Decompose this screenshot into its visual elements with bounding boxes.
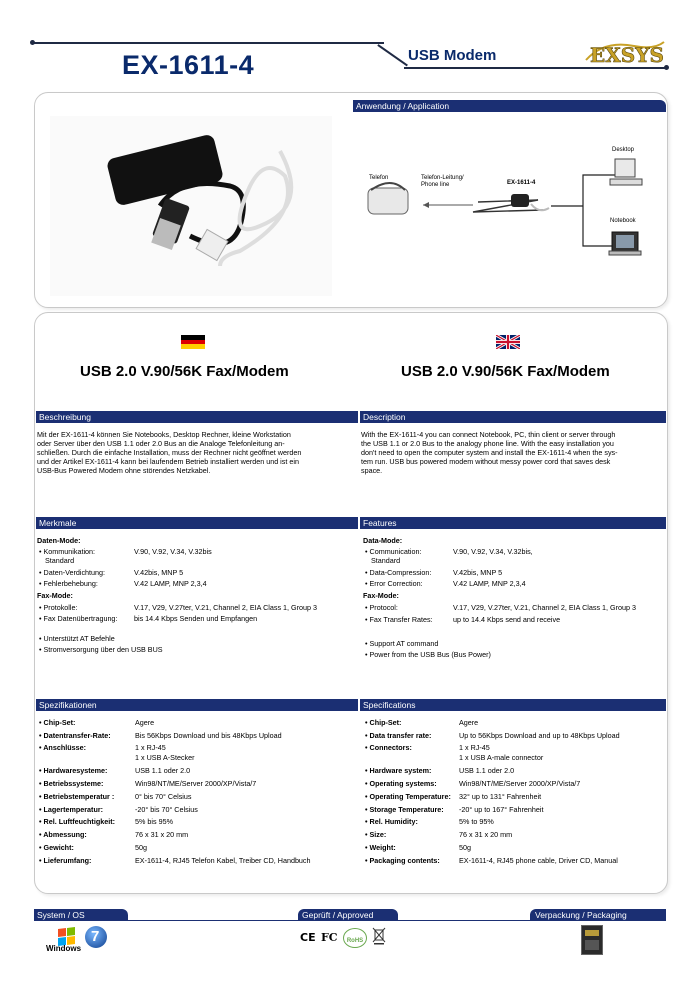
merkmale-bar: Merkmale: [36, 517, 358, 529]
windows-label: Windows: [46, 944, 82, 953]
system-os-bar: System / OS: [34, 909, 128, 921]
packaging-bar: Verpackung / Packaging: [530, 909, 666, 921]
features-bar: Features: [360, 517, 666, 529]
weee-bin-icon: [372, 927, 386, 945]
ce-mark-icon: CE: [300, 931, 316, 944]
rohs-mark-icon: RoHS: [343, 928, 367, 948]
header-line-diag: [378, 44, 408, 66]
label-notebook: Notebook: [610, 218, 636, 224]
windows-logo-icon: [46, 926, 80, 954]
header-line-top: [34, 42, 384, 44]
description-bar: Description: [360, 411, 666, 423]
product-subtitle: USB Modem: [408, 47, 497, 64]
windows7-logo-icon: 7: [85, 926, 107, 948]
beschreibung-bar: Beschreibung: [36, 411, 358, 423]
model-title: EX-1611-4: [122, 50, 255, 80]
features-list: Data-Mode: • Communication: V.90, V.92, V.34, V.32bis, Standard • Data-Compression: V.42bis, MNP 5 • Error Correction: V.42 LAMP, MNP 2,3,4 Fax-Mode: • Protocol: V.17, V29, V.27ter, V.21, Channel 2, EIA Class 1, Group 3 • Fax Transfer Rates: up to 14.4 Kbps send and receive • Support AT command • Power from the USB Bus (Bus Power): [363, 536, 637, 659]
svg-text:EXSYS: EXSYS: [590, 43, 664, 67]
specifications-list: • Chip-Set: Agere • Data transfer rate: Up to 56Kbps Download and up to 48Kbps Upload • Connectors: 1 x RJ-45 1 x USB A-male connector • Hardware system: USB 1.1 oder 2.0 • Operating systems: Win98/NT/ME/Server 2000/XP/Vista/7 • Operating Temperature: 32° up to 131° Fahrenheit • Storage Temperature: -20° up to 167° Fahrenheit • Rel. Humidity: 5% to 95% • Size: 76 x 31 x 20 mm • Weight: 50g • Packaging contents: EX-1611-4, RJ45 phone cable, Driver CD, Manual: [365, 718, 620, 865]
uk-flag-icon: [496, 335, 520, 349]
fcc-mark-icon: FC: [321, 931, 338, 944]
spezifikationen-bar: Spezifikationen: [36, 699, 358, 711]
exsys-logo: [584, 38, 666, 68]
label-device: EX-1611-4: [507, 180, 536, 186]
title-en: USB 2.0 V.90/56K Fax/Modem: [401, 363, 610, 380]
german-flag-icon: [181, 335, 205, 349]
application-diagram: [353, 116, 666, 300]
label-desktop: Desktop: [612, 147, 635, 153]
application-bar: Anwendung / Application: [353, 100, 666, 112]
approved-bar: Geprüft / Approved: [298, 909, 398, 921]
description-text: With the EX-1611-4 you can connect Notebook, PC, thin client or server through the USB 1.1 or 2.0 Bus to the analogy phone line. With the easy installation you don't need to open the computer system and install the EX-1611-4 when the sys- tem run. USB bus powered modem without messy power cord that saves desk space.: [361, 430, 618, 475]
packaging-photo: [581, 925, 603, 955]
label-telefon: Telefon: [369, 175, 389, 181]
specifications-bar: Specifications: [360, 699, 666, 711]
merkmale-list: Daten-Mode: • Kommunikation: V.90, V.92, V.34, V.32bis Standard • Daten-Verdichtung: V.42bis, MNP 5 • Fehlerbehebung: V.42 LAMP, MNP 2,3,4 Fax-Mode: • Protokolle: V.17, V29, V.27ter, V.21, Channel 2, EIA Class 1, Group 3 • Fax Datenübertragung: bis 14.4 Kbps Senden und Empfangen • Unterstützt AT Befehle • Stromversorgung über den USB BUS: [37, 536, 318, 654]
spezifikationen-list: • Chip-Set: Agere • Datentransfer-Rate: Bis 56Kbps Download und bis 48Kbps Upload • Anschlüsse: 1 x RJ-45 1 x USB A-Stecker • Hardwaresysteme: USB 1.1 oder 2.0 • Betriebssysteme: Win98/NT/ME/Server 2000/XP/Vista/7 • Betriebstemperatur : 0° bis 70° Celsius • Lagertemperatur: -20° bis 70° Celsius • Rel. Luftfeuchtigkeit: 5% bis 95% • Abmessung: 76 x 31 x 20 mm • Gewicht: 50g • Lieferumfang: EX-1611-4, RJ45 Telefon Kabel, Treiber CD, Handbuch: [39, 718, 311, 865]
beschreibung-text: Mit der EX-1611-4 können Sie Notebooks, Desktop Rechner, kleine Workstation oder Server über den USB 1.1 oder 2.0 Bus an die Analoge Telefonleitung an- schließen. Durch die einfache Installation, muss der Rechner nicht geöffnet werden und der Artikel EX-1611-4 kann bei laufendem Betrieb installiert werden und ist ein USB-Bus Powered Modem ohne störendes Netzkabel.: [37, 430, 302, 475]
product-photo: [50, 116, 332, 296]
title-de: USB 2.0 V.90/56K Fax/Modem: [80, 363, 289, 380]
label-phone-line: Telefon-Leitung/ Phone line: [421, 175, 464, 188]
